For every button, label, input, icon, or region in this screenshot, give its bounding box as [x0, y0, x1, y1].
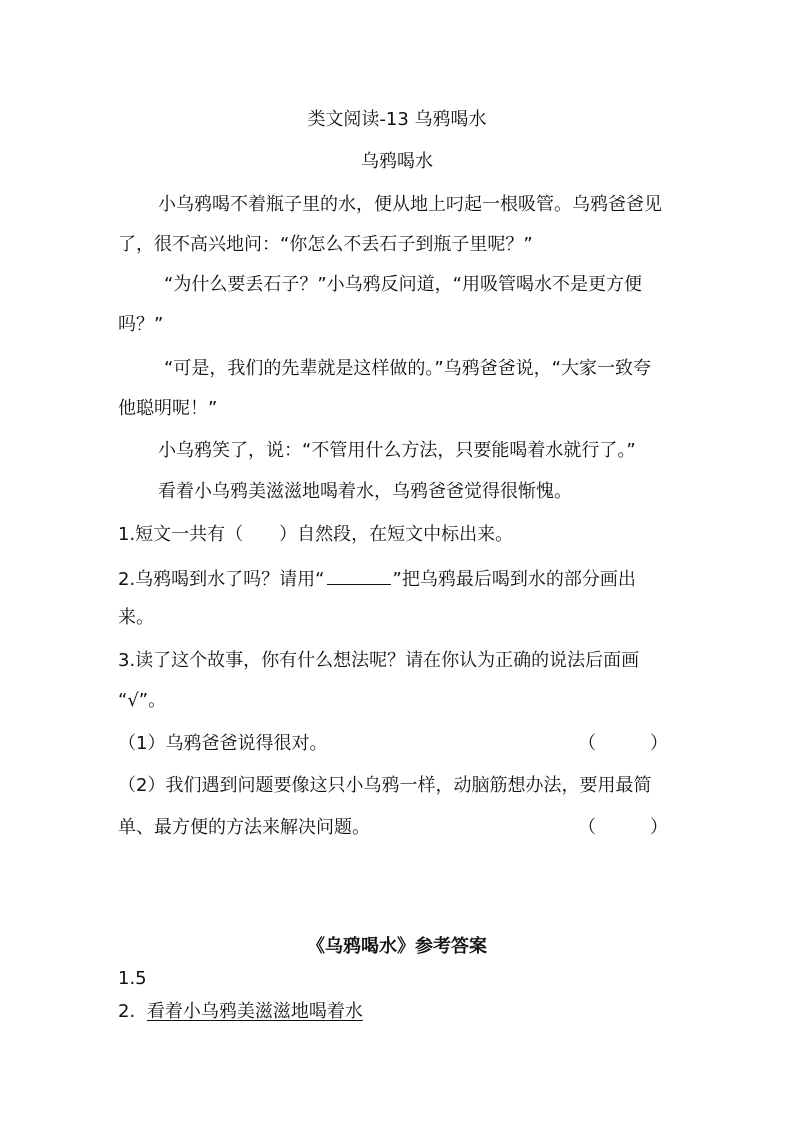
story-p5: 看着小乌鸦美滋滋地喝着水，乌鸦爸爸觉得很惭愧。	[158, 481, 572, 502]
answer-2-prefix: 2.	[118, 1001, 136, 1022]
option-2-line1: （2）我们遇到问题要像这只小乌鸦一样，动脑筋想办法，要用最简	[118, 775, 652, 796]
story-p1-line2: 了，很不高兴地问：“你怎么不丢石子到瓶子里呢？”	[118, 234, 533, 255]
option-1: （1）乌鸦爸爸说得很对。	[118, 733, 328, 754]
option-2-answer-box[interactable]: （ ）	[578, 817, 668, 838]
answer-2	[118, 1000, 363, 1024]
answer-1: 1.5	[118, 968, 147, 989]
question-3-line1: 3.读了这个故事，你有什么想法呢？请在你认为正确的说法后面画	[118, 650, 640, 671]
story-p3-line1: “可是，我们的先辈就是这样做的。”乌鸦爸爸说，“大家一致夸	[164, 358, 651, 379]
story-p2-line2: 吗？”	[118, 314, 164, 335]
story-p4: 小乌鸦笑了，说：“不管用什么方法，只要能喝着水就行了。”	[158, 440, 636, 461]
question-1: 1.短文一共有（ ）自然段，在短文中标出来。	[118, 524, 514, 545]
option-1-answer-box[interactable]: （ ）	[578, 733, 668, 754]
answers-title: 《乌鸦喝水》参考答案	[307, 936, 487, 957]
answer-2-text: 看着小乌鸦美滋滋地喝着水	[146, 1001, 363, 1022]
question-2-prefix: 2.乌鸦喝到水了吗？请用“	[118, 569, 325, 590]
question-2-suffix: ”把乌鸦最后喝到水的部分画出	[392, 569, 636, 590]
story-title: 乌鸦喝水	[361, 151, 433, 172]
story-p3-line2: 他聪明呢！”	[118, 398, 218, 419]
document-title: 类文阅读-13 乌鸦喝水	[307, 109, 487, 130]
story-p2-line1: “为什么要丢石子？”小乌鸦反问道，“用吸管喝水不是更方便	[164, 274, 642, 295]
question-2-line1	[118, 566, 636, 592]
question-3-line2: “√”。	[118, 690, 167, 711]
option-2-line2: 单、最方便的方法来解决问题。	[118, 817, 370, 838]
question-2-line2: 来。	[118, 607, 154, 628]
underline-blank	[327, 566, 391, 585]
story-p1-line1: 小乌鸦喝不着瓶子里的水，便从地上叼起一根吸管。乌鸦爸爸见	[158, 194, 662, 215]
